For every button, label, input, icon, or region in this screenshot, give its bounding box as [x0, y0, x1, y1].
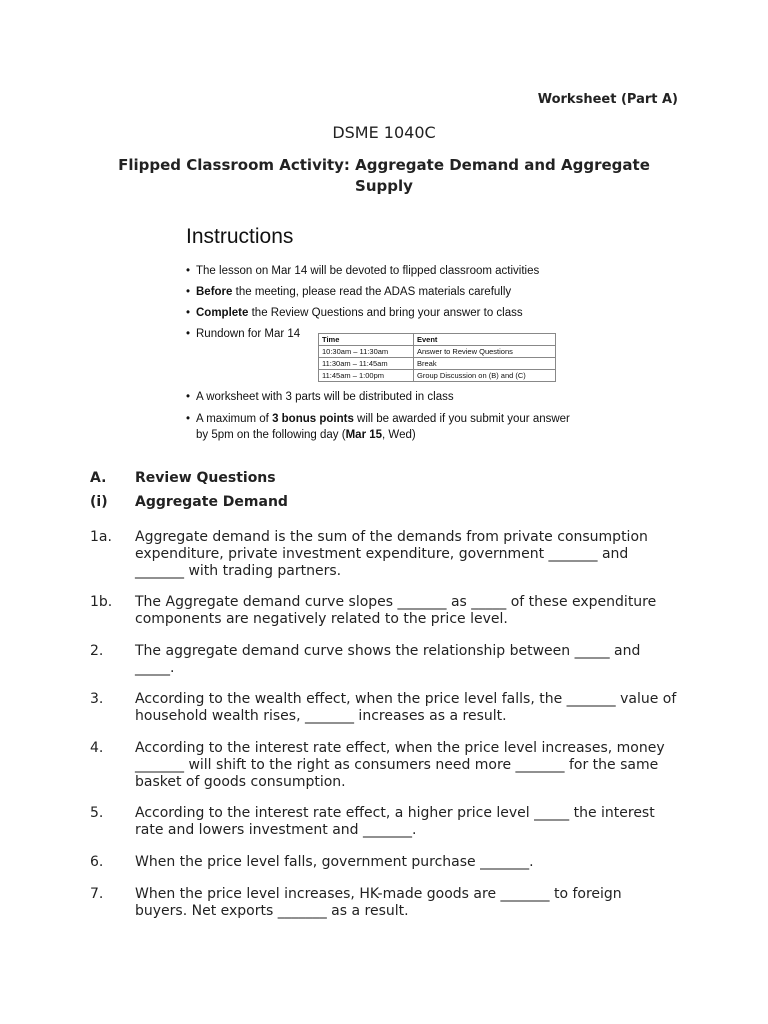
slide-bullet: • Before the meeting, please read the ADAS materials carefully — [186, 286, 512, 298]
slide-bullet: • Rundown for Mar 14 — [186, 328, 301, 340]
table-row — [319, 346, 556, 358]
bullet-dot-icon: • — [186, 265, 191, 277]
slide-bullet: • A worksheet with 3 parts will be distributed in class — [186, 391, 454, 403]
table-cell-event: Break — [414, 358, 556, 370]
table-row — [319, 370, 556, 382]
question-item: 6. When the price level falls, government purchase _______. — [90, 854, 534, 870]
slide-title: Instructions — [186, 225, 294, 248]
rundown-table — [318, 333, 556, 382]
table-cell-time: 10:30am – 11:30am — [319, 346, 414, 358]
section-heading-a: A. Review Questions — [90, 470, 276, 486]
bullet-dot-icon: • — [186, 391, 191, 403]
table-header-row — [319, 334, 556, 346]
question-item: 4. According to the interest rate effect, when the price level increases, money _______ will shift to the right as consumers need more _______ for the same basket of goods consumption. — [90, 740, 665, 790]
document-title: Flipped Classroom Activity: Aggregate Demand and Aggregate Supply — [118, 156, 650, 195]
subsection-heading-i: (i) Aggregate Demand — [90, 494, 288, 510]
question-item: 3. According to the wealth effect, when the price level falls, the _______ value of household wealth rises, _______ increases as a result. — [90, 691, 677, 724]
table-cell-event: Group Discussion on (B) and (C) — [414, 370, 556, 382]
worksheet-label: Worksheet (Part A) — [537, 92, 678, 107]
question-item: 5. According to the interest rate effect, a higher price level _____ the interest rate and lowers investment and _______. — [90, 805, 655, 838]
course-code: DSME 1040C — [332, 123, 436, 142]
table-cell-time: 11:30am – 11:45am — [319, 358, 414, 370]
table-header-time: Time — [319, 334, 414, 346]
question-item: 2. The aggregate demand curve shows the relationship between _____ and _____. — [90, 643, 641, 676]
bullet-dot-icon: • — [186, 328, 191, 340]
slide-bullet: • The lesson on Mar 14 will be devoted to flipped classroom activities — [186, 265, 540, 277]
slide-bullet: • A maximum of 3 bonus points will be awarded if you submit your answer by 5pm on the following day (Mar 15, Wed) — [186, 413, 570, 441]
bullet-dot-icon: • — [186, 286, 191, 298]
question-item: 1b. The Aggregate demand curve slopes _______ as _____ of these expenditure components are negatively related to the price level. — [90, 594, 657, 627]
bullet-dot-icon: • — [186, 413, 191, 425]
slide-bullet: • Complete the Review Questions and bring your answer to class — [186, 307, 523, 319]
table-header-event: Event — [414, 334, 556, 346]
question-item: 1a. Aggregate demand is the sum of the demands from private consumption expenditure, private investment expenditure, government _______ and _______ with trading partners. — [90, 529, 648, 579]
table-cell-event: Answer to Review Questions — [414, 346, 556, 358]
instructions-slide — [174, 213, 600, 453]
question-item: 7. When the price level increases, HK-made goods are _______ to foreign buyers. Net exports _______ as a result. — [90, 886, 622, 919]
table-row — [319, 358, 556, 370]
slide-bullet-continuation: by 5pm on the following day (Mar 15, Wed) — [196, 429, 416, 441]
table-cell-time: 11:45am – 1:00pm — [319, 370, 414, 382]
bullet-dot-icon: • — [186, 307, 191, 319]
